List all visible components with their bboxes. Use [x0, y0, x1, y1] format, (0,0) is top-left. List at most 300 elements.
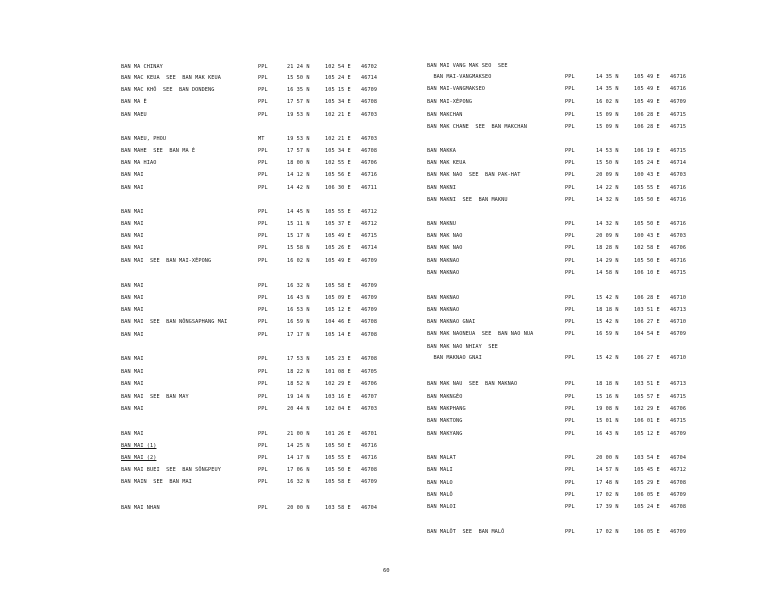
entry-latitude: 16 43 N [596, 431, 619, 437]
entry-map-reference: 46709 [361, 283, 378, 289]
entry-place-name: BAN MAKNAO [427, 258, 460, 264]
entry-map-reference: 46709 [670, 492, 687, 498]
entry-place-name: BAN MAK CHANE SEE BAN MAKCHAN [427, 124, 527, 130]
entry-longitude: 105 12 E [325, 307, 351, 313]
entry-latitude: 14 53 N [596, 148, 619, 154]
entry-latitude: 14 58 N [596, 270, 619, 276]
entry-feature-class: PPL [258, 381, 268, 387]
entry-map-reference: 46709 [670, 529, 687, 535]
entry-map-reference: 46716 [361, 443, 378, 449]
entry-latitude: 16 02 N [596, 99, 619, 105]
entry-latitude: 17 02 N [596, 492, 619, 498]
entry-latitude: 17 53 N [287, 356, 310, 362]
entry-place-name: BAN MAI [121, 431, 144, 437]
entry-latitude: 16 59 N [596, 331, 619, 337]
entry-feature-class: PPL [565, 295, 575, 301]
entry-map-reference: 46709 [361, 295, 378, 301]
entry-longitude: 102 21 E [325, 112, 351, 118]
entry-feature-class: PPL [565, 394, 575, 400]
entry-place-name: BAN MAK NAO [427, 233, 463, 239]
entry-latitude: 15 42 N [596, 295, 619, 301]
entry-longitude: 105 34 E [325, 99, 351, 105]
entry-latitude: 14 32 N [596, 197, 619, 203]
entry-place-name: BAN MAI [121, 381, 144, 387]
entry-feature-class: PPL [258, 394, 268, 400]
entry-feature-class: PPL [565, 418, 575, 424]
entry-map-reference: 46710 [670, 295, 687, 301]
entry-map-reference: 46715 [670, 148, 687, 154]
entry-feature-class: PPL [258, 99, 268, 105]
entry-map-reference: 46716 [670, 86, 687, 92]
entry-place-name: BAN MAI [121, 356, 144, 362]
entry-map-reference: 46715 [670, 394, 687, 400]
entry-longitude: 102 54 E [325, 64, 351, 70]
entry-latitude: 15 17 N [287, 233, 310, 239]
entry-feature-class: PPL [565, 270, 575, 276]
entry-map-reference: 46715 [670, 270, 687, 276]
entry-latitude: 16 35 N [287, 87, 310, 93]
entry-feature-class: PPL [258, 112, 268, 118]
entry-feature-class: PPL [565, 406, 575, 412]
entry-feature-class: PPL [565, 185, 575, 191]
entry-longitude: 105 49 E [634, 99, 660, 105]
entry-latitude: 20 44 N [287, 406, 310, 412]
entry-latitude: 15 09 N [596, 112, 619, 118]
entry-place-name: BAN MAKTONG [427, 418, 463, 424]
entry-map-reference: 46709 [670, 99, 687, 105]
entry-latitude: 14 22 N [596, 185, 619, 191]
entry-map-reference: 46709 [670, 431, 687, 437]
entry-latitude: 19 53 N [287, 112, 310, 118]
entry-longitude: 105 50 E [325, 467, 351, 473]
entry-latitude: 20 09 N [596, 172, 619, 178]
entry-longitude: 106 10 E [634, 270, 660, 276]
entry-place-name: BAN MAEU [121, 112, 147, 118]
entry-map-reference: 46715 [670, 418, 687, 424]
entry-longitude: 103 51 E [634, 307, 660, 313]
entry-place-name: BAN MAKYANG [427, 431, 463, 437]
entry-place-name: BAN MAKNAO [427, 295, 460, 301]
entry-place-name: BAN MAKNAO GNAI [427, 319, 476, 325]
entry-latitude: 15 16 N [596, 394, 619, 400]
entry-place-name: BAN MALÔ [427, 492, 453, 498]
entry-map-reference: 46709 [361, 87, 378, 93]
entry-feature-class: PPL [565, 197, 575, 203]
entry-place-name: BAN MA È [121, 99, 147, 105]
entry-place-name: BAN MAKNGÉO [427, 394, 463, 400]
entry-longitude: 105 49 E [634, 86, 660, 92]
entry-longitude: 105 55 E [634, 185, 660, 191]
entry-map-reference: 46709 [361, 479, 378, 485]
entry-feature-class: PPL [258, 505, 268, 511]
entry-latitude: 20 00 N [596, 455, 619, 461]
entry-place-name: BAN MAI SEE BAN NÔNGSAPHANG MAI [121, 319, 228, 325]
entry-map-reference: 46710 [670, 355, 687, 361]
entry-map-reference: 46703 [361, 406, 378, 412]
entry-feature-class: PPL [565, 124, 575, 130]
entry-feature-class: PPL [258, 356, 268, 362]
entry-feature-class: PPL [258, 245, 268, 251]
entry-place-name: BAN MAI [121, 283, 144, 289]
entry-place-name: BAN MALAT [427, 455, 457, 461]
entry-map-reference: 46715 [670, 124, 687, 130]
entry-longitude: 102 55 E [325, 160, 351, 166]
entry-place-name: BAN MAIN SEE BAN MAI [121, 479, 192, 485]
entry-latitude: 15 58 N [287, 245, 310, 251]
entry-latitude: 20 09 N [596, 233, 619, 239]
entry-place-name: BAN MALOI [427, 504, 457, 510]
entry-map-reference: 46716 [670, 185, 687, 191]
entry-latitude: 15 01 N [596, 418, 619, 424]
entry-latitude: 18 52 N [287, 381, 310, 387]
entry-map-reference: 46708 [361, 467, 378, 473]
entry-longitude: 106 05 E [634, 492, 660, 498]
entry-latitude: 16 59 N [287, 319, 310, 325]
entry-longitude: 105 50 E [325, 443, 351, 449]
entry-map-reference: 46715 [670, 112, 687, 118]
entry-map-reference: 46709 [361, 258, 378, 264]
entry-feature-class: PPL [258, 148, 268, 154]
entry-latitude: 21 24 N [287, 64, 310, 70]
entry-place-name: BAN MAI-XÉPONG [427, 99, 473, 105]
entry-place-name: BAN MAKPHANG [427, 406, 466, 412]
entry-longitude: 102 29 E [325, 381, 351, 387]
entry-feature-class: PPL [565, 307, 575, 313]
entry-longitude: 105 55 E [325, 455, 351, 461]
entry-longitude: 105 45 E [634, 467, 660, 473]
entry-longitude: 105 49 E [634, 74, 660, 80]
entry-place-name: BAN MAI SEE BAN MAY [121, 394, 189, 400]
entry-place-name: BAN MAI [121, 221, 144, 227]
entry-feature-class: PPL [258, 295, 268, 301]
entry-longitude: 105 34 E [325, 148, 351, 154]
entry-latitude: 14 25 N [287, 443, 310, 449]
entry-longitude: 103 51 E [634, 381, 660, 387]
entry-map-reference: 46716 [361, 172, 378, 178]
entry-longitude: 105 49 E [325, 258, 351, 264]
entry-map-reference: 46706 [361, 160, 378, 166]
entry-latitude: 16 32 N [287, 283, 310, 289]
entry-longitude: 100 43 E [634, 172, 660, 178]
entry-longitude: 105 12 E [634, 431, 660, 437]
entry-place-name: BAN MAI [121, 295, 144, 301]
entry-map-reference: 46706 [670, 406, 687, 412]
entry-place-name: BAN MAI [121, 233, 144, 239]
entry-place-name: BAN MAKNI [427, 185, 457, 191]
entry-longitude: 105 50 E [634, 258, 660, 264]
entry-place-name: BAN MAI [121, 332, 144, 338]
entry-feature-class: PPL [565, 492, 575, 498]
entry-map-reference: 46703 [670, 233, 687, 239]
entry-place-name: BAN MAI (2) [121, 455, 157, 461]
entry-longitude: 105 58 E [325, 479, 351, 485]
entry-map-reference: 46701 [361, 431, 378, 437]
entry-latitude: 14 45 N [287, 209, 310, 215]
entry-map-reference: 46709 [670, 331, 687, 337]
entry-latitude: 14 42 N [287, 185, 310, 191]
entry-map-reference: 46714 [670, 160, 687, 166]
entry-map-reference: 46708 [361, 148, 378, 154]
entry-place-name: BAN MAI-VANGMAKSEO [427, 74, 492, 80]
entry-longitude: 105 56 E [325, 172, 351, 178]
entry-map-reference: 46711 [361, 185, 378, 191]
entry-feature-class: PPL [565, 221, 575, 227]
entry-latitude: 16 43 N [287, 295, 310, 301]
entry-feature-class: PPL [258, 283, 268, 289]
entry-longitude: 101 08 E [325, 369, 351, 375]
entry-feature-class: PPL [565, 529, 575, 535]
entry-latitude: 17 06 N [287, 467, 310, 473]
entry-feature-class: PPL [258, 479, 268, 485]
entry-feature-class: PPL [258, 64, 268, 70]
entry-longitude: 105 50 E [634, 221, 660, 227]
entry-latitude: 14 57 N [596, 467, 619, 473]
entry-latitude: 15 50 N [596, 160, 619, 166]
entry-feature-class: PPL [258, 406, 268, 412]
entry-place-name: BAN MAI [121, 172, 144, 178]
entry-place-name: BAN MAK NAO SEE BAN PAK-HAT [427, 172, 521, 178]
entry-feature-class: PPL [565, 467, 575, 473]
entry-place-name: BAN MAK NAO NHIAY SEE [427, 344, 498, 350]
entry-feature-class: PPL [565, 319, 575, 325]
entry-latitude: 15 42 N [596, 355, 619, 361]
entry-latitude: 19 53 N [287, 136, 310, 142]
entry-longitude: 106 27 E [634, 319, 660, 325]
entry-longitude: 100 43 E [634, 233, 660, 239]
entry-longitude: 106 27 E [634, 355, 660, 361]
entry-place-name: BAN MAI-VANGMAKSEO [427, 86, 486, 92]
entry-map-reference: 46716 [361, 455, 378, 461]
entry-map-reference: 46702 [361, 64, 378, 70]
entry-latitude: 18 28 N [596, 245, 619, 251]
entry-place-name: BAN MAC KEUA SEE BAN MAK KEUA [121, 75, 221, 81]
entry-place-name: BAN MAK NAU SEE BAN MAKNAO [427, 381, 518, 387]
entry-longitude: 102 58 E [634, 245, 660, 251]
entry-latitude: 14 35 N [596, 86, 619, 92]
page-number: 60 [383, 568, 390, 574]
entry-map-reference: 46716 [670, 74, 687, 80]
entry-longitude: 106 28 E [634, 295, 660, 301]
entry-latitude: 14 29 N [596, 258, 619, 264]
entry-feature-class: PPL [565, 74, 575, 80]
entry-longitude: 105 37 E [325, 221, 351, 227]
entry-longitude: 105 58 E [325, 283, 351, 289]
entry-place-name: BAN MAI [121, 369, 144, 375]
entry-latitude: 15 50 N [287, 75, 310, 81]
entry-longitude: 105 55 E [325, 209, 351, 215]
entry-map-reference: 46712 [361, 221, 378, 227]
entry-feature-class: PPL [258, 258, 268, 264]
entry-feature-class: MT [258, 136, 265, 142]
entry-feature-class: PPL [565, 172, 575, 178]
entry-map-reference: 46716 [670, 258, 687, 264]
entry-longitude: 105 49 E [325, 233, 351, 239]
entry-latitude: 17 57 N [287, 99, 310, 105]
entry-feature-class: PPL [565, 455, 575, 461]
entry-feature-class: PPL [565, 480, 575, 486]
entry-feature-class: PPL [565, 86, 575, 92]
entry-feature-class: PPL [258, 185, 268, 191]
entry-place-name: BAN MAI NHAN [121, 505, 160, 511]
entry-latitude: 16 53 N [287, 307, 310, 313]
entry-latitude: 16 32 N [287, 479, 310, 485]
entry-map-reference: 46713 [670, 307, 687, 313]
entry-map-reference: 46708 [361, 99, 378, 105]
entry-latitude: 18 22 N [287, 369, 310, 375]
entry-feature-class: PPL [258, 87, 268, 93]
entry-latitude: 17 17 N [287, 332, 310, 338]
entry-place-name: BAN MA CHINAY [121, 64, 163, 70]
entry-feature-class: PPL [565, 331, 575, 337]
entry-place-name: BAN MALI [427, 467, 453, 473]
entry-feature-class: PPL [565, 148, 575, 154]
entry-place-name: BAN MAK NAO [427, 245, 463, 251]
entry-feature-class: PPL [258, 455, 268, 461]
entry-map-reference: 46712 [361, 209, 378, 215]
entry-map-reference: 46708 [670, 480, 687, 486]
entry-latitude: 19 14 N [287, 394, 310, 400]
entry-place-name: BAN MA HIAO [121, 160, 157, 166]
entry-latitude: 17 57 N [287, 148, 310, 154]
entry-feature-class: PPL [565, 258, 575, 264]
entry-latitude: 18 00 N [287, 160, 310, 166]
entry-latitude: 15 11 N [287, 221, 310, 227]
entry-longitude: 105 24 E [634, 504, 660, 510]
entry-place-name: BAN MAI [121, 245, 144, 251]
entry-longitude: 102 21 E [325, 136, 351, 142]
entry-place-name: BAN MAEU, PHOU [121, 136, 167, 142]
entry-latitude: 18 18 N [596, 381, 619, 387]
entry-latitude: 14 17 N [287, 455, 310, 461]
entry-map-reference: 46709 [361, 307, 378, 313]
entry-map-reference: 46716 [670, 197, 687, 203]
entry-feature-class: PPL [258, 172, 268, 178]
entry-place-name: BAN MAI (1) [121, 443, 157, 449]
entry-map-reference: 46704 [670, 455, 687, 461]
entry-longitude: 106 01 E [634, 418, 660, 424]
entry-map-reference: 46714 [361, 75, 378, 81]
entry-longitude: 103 58 E [325, 505, 351, 511]
entry-map-reference: 46710 [670, 319, 687, 325]
entry-map-reference: 46713 [670, 381, 687, 387]
entry-longitude: 106 28 E [634, 124, 660, 130]
entry-latitude: 17 02 N [596, 529, 619, 535]
entry-map-reference: 46704 [361, 505, 378, 511]
entry-map-reference: 46705 [361, 369, 378, 375]
entry-longitude: 105 29 E [634, 480, 660, 486]
entry-longitude: 106 30 E [325, 185, 351, 191]
entry-feature-class: PPL [258, 369, 268, 375]
entry-feature-class: PPL [565, 504, 575, 510]
entry-feature-class: PPL [565, 99, 575, 105]
entry-place-name: BAN MAI SEE BAN MAI-XÉPONG [121, 258, 212, 264]
entry-latitude: 15 09 N [596, 124, 619, 130]
entry-feature-class: PPL [258, 431, 268, 437]
entry-longitude: 106 19 E [634, 148, 660, 154]
entry-latitude: 14 35 N [596, 74, 619, 80]
entry-longitude: 106 28 E [634, 112, 660, 118]
entry-map-reference: 46703 [361, 136, 378, 142]
entry-map-reference: 46708 [670, 504, 687, 510]
entry-latitude: 17 48 N [596, 480, 619, 486]
entry-feature-class: PPL [258, 319, 268, 325]
entry-feature-class: PPL [565, 381, 575, 387]
entry-map-reference: 46714 [361, 245, 378, 251]
entry-place-name: BAN MAK KEUA [427, 160, 466, 166]
entry-map-reference: 46715 [361, 233, 378, 239]
entry-place-name: BAN MAKCHAN [427, 112, 463, 118]
entry-map-reference: 46712 [670, 467, 687, 473]
entry-feature-class: PPL [258, 209, 268, 215]
entry-longitude: 105 09 E [325, 295, 351, 301]
entry-place-name: BAN MAI [121, 307, 144, 313]
entry-longitude: 105 15 E [325, 87, 351, 93]
entry-place-name: BAN MAKNI SEE BAN MAKNU [427, 197, 508, 203]
entry-map-reference: 46706 [361, 381, 378, 387]
entry-place-name: BAN MAKNU [427, 221, 457, 227]
entry-feature-class: PPL [258, 160, 268, 166]
entry-longitude: 105 24 E [325, 75, 351, 81]
entry-map-reference: 46708 [361, 319, 378, 325]
entry-feature-class: PPL [258, 75, 268, 81]
entry-feature-class: PPL [565, 233, 575, 239]
entry-latitude: 19 08 N [596, 406, 619, 412]
entry-feature-class: PPL [258, 443, 268, 449]
entry-longitude: 104 46 E [325, 319, 351, 325]
entry-place-name: BAN MAI [121, 209, 144, 215]
entry-map-reference: 46706 [670, 245, 687, 251]
entry-map-reference: 46708 [361, 332, 378, 338]
entry-longitude: 105 24 E [634, 160, 660, 166]
entry-place-name: BAN MALÔT SEE BAN MALÔ [427, 529, 505, 535]
entry-feature-class: PPL [565, 355, 575, 361]
entry-feature-class: PPL [258, 307, 268, 313]
entry-place-name: BAN MAHE SEE BAN MA È [121, 148, 196, 154]
entry-map-reference: 46708 [361, 356, 378, 362]
entry-feature-class: PPL [565, 160, 575, 166]
entry-feature-class: PPL [565, 112, 575, 118]
entry-place-name: BAN MAI BUEI SEE BAN SÔNGPEUY [121, 467, 221, 473]
entry-latitude: 15 42 N [596, 319, 619, 325]
entry-longitude: 103 16 E [325, 394, 351, 400]
entry-longitude: 105 57 E [634, 394, 660, 400]
entry-latitude: 21 00 N [287, 431, 310, 437]
entry-place-name: BAN MAI [121, 406, 144, 412]
entry-longitude: 105 26 E [325, 245, 351, 251]
entry-map-reference: 46707 [361, 394, 378, 400]
entry-place-name: BAN MAK NAONEUA SEE BAN NAO NUA [427, 331, 534, 337]
entry-latitude: 14 12 N [287, 172, 310, 178]
entry-place-name: BAN MAKNAO GNAI [427, 355, 482, 361]
entry-longitude: 102 29 E [634, 406, 660, 412]
entry-longitude: 105 50 E [634, 197, 660, 203]
entry-map-reference: 46703 [670, 172, 687, 178]
entry-place-name: BAN MAI VANG MAK SEO SEE [427, 63, 508, 69]
entry-latitude: 16 02 N [287, 258, 310, 264]
entry-place-name: BAN MALO [427, 480, 453, 486]
entry-longitude: 105 23 E [325, 356, 351, 362]
entry-feature-class: PPL [258, 221, 268, 227]
entry-longitude: 102 04 E [325, 406, 351, 412]
entry-feature-class: PPL [565, 245, 575, 251]
entry-map-reference: 46703 [361, 112, 378, 118]
entry-feature-class: PPL [565, 431, 575, 437]
entry-place-name: BAN MAI [121, 185, 144, 191]
entry-feature-class: PPL [258, 233, 268, 239]
entry-longitude: 101 26 E [325, 431, 351, 437]
entry-feature-class: PPL [258, 332, 268, 338]
entry-place-name: BAN MAKKA [427, 148, 457, 154]
